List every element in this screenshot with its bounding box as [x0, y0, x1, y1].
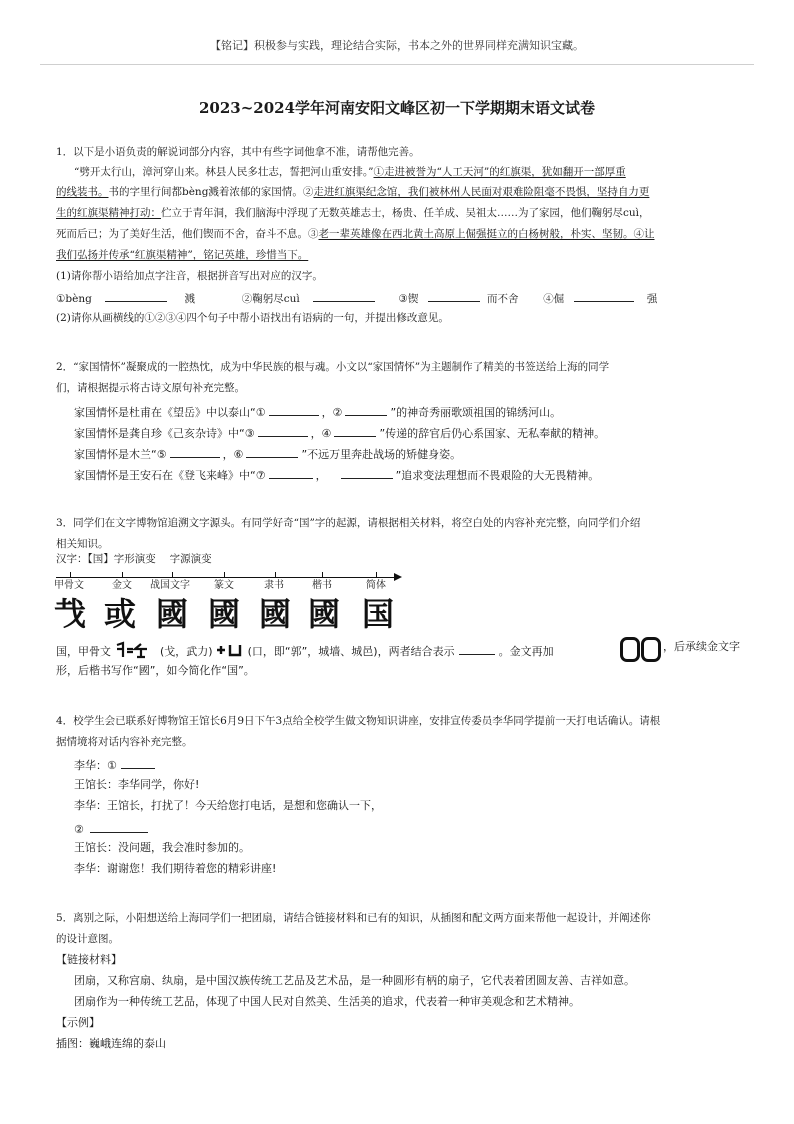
q3-p1c: (口，即“郭”，城墙、城邑)，两者结合表示 [247, 645, 455, 658]
script-bronze: 金文 [112, 580, 132, 591]
answer-blank-q2-7[interactable] [269, 468, 313, 479]
q5-material-1: 团扇，又称宫扇、纨扇，是中国汉族传统工艺品及艺术品，是一种圆形有柄的扇子，它代表着团圆友善、吉祥如意。 [74, 974, 635, 987]
q3-stem-line-2: 相关知识。 [56, 538, 109, 550]
q2-l3-b: ，⑥ [222, 448, 244, 461]
q2-l1-c: ”的神奇秀丽歌颂祖国的锦绣河山。 [390, 406, 562, 419]
glyph-seal: 國 [208, 595, 241, 633]
q2-l4-a: 家国情怀是王安石在《登飞来峰》中“⑦ [74, 469, 266, 482]
q1-sentence-1: ①走进被誉为“人工天河”的红旗渠，犹如翻开一部厚重 [373, 166, 626, 178]
timeline-axis [56, 577, 398, 578]
timeline-tick [224, 572, 225, 578]
q2-line-3 [74, 447, 461, 462]
timeline-tick [172, 572, 173, 578]
timeline-tick [122, 572, 123, 578]
script-seal: 篆文 [214, 580, 234, 591]
item-beng: ①bèng [56, 293, 92, 305]
answer-blank-q4-1[interactable] [121, 758, 155, 769]
glyph-clerical: 國 [259, 595, 292, 633]
q2-l4-c: ”追求变法理想而不畏艰险的大无畏精神。 [395, 469, 600, 482]
glyph-regular: 國 [308, 595, 341, 633]
header-divider [40, 64, 754, 65]
q2-l3-c: ”不远万里奔赴战场的矫健身姿。 [301, 448, 462, 461]
oracle-dagger-axe-icon [115, 641, 157, 659]
answer-blank-q2-8[interactable] [341, 468, 393, 479]
script-clerical: 隶书 [264, 580, 284, 591]
header-note: 【铭记】积极参与实践，理论结合实际，书本之外的世界同样充满知识宝藏。 [210, 39, 584, 52]
script-regular: 楷书 [312, 580, 332, 591]
q4-dialogue-1 [74, 758, 155, 773]
answer-blank-q2-2[interactable] [345, 405, 387, 416]
answer-blank-q2-3[interactable] [258, 426, 308, 437]
q4-dialogue-5: 王馆长：没问题，我会准时参加的。 [74, 841, 250, 854]
item-qiang: 强 [646, 293, 658, 305]
answer-blank-q3[interactable] [459, 644, 495, 655]
q3-tabs: 汉字：【国】字形演变 字源演变 [56, 553, 212, 565]
q1-sentence-2-cont: 生的红旗渠精神打动： [56, 207, 161, 219]
item-jian: 溅 [184, 293, 196, 305]
q3-p1e: ，后承续金文字 [663, 640, 740, 653]
q4-dialogue-4 [74, 822, 148, 837]
q1-text-3: 伫立于青年洞，我们脑海中浮现了无数英雄志士，杨贵、任羊成、吴祖太……为了家园，他们鞠躬尽cuì， [161, 207, 650, 219]
q2-l1-a: 家国情怀是杜甫在《望岳》中以泰山“① [74, 406, 266, 419]
q4-dialogue-2: 王馆长：李华同学，你好! [74, 778, 200, 791]
q1-items [56, 291, 657, 305]
item-ershebushe: 而不舍 [487, 293, 519, 305]
answer-blank-q4-2[interactable] [90, 822, 148, 833]
q3-para-line-1 [56, 641, 554, 659]
q5-link-label: 【链接材料】 [56, 953, 122, 966]
answer-blank-2[interactable] [313, 291, 375, 302]
q2-stem-line-2: 们，请根据提示将古诗文原句补充完整。 [56, 382, 245, 394]
glyph-simplified: 国 [362, 595, 395, 633]
q1-passage-line-1 [74, 166, 626, 178]
q1-quote: “劈开太行山，漳河穿山来。林县人民多壮志，誓把河山重安排。” [74, 166, 374, 178]
q3-p1a: 国，甲骨文 [56, 645, 111, 658]
q3-p1d: 。金文再加 [498, 645, 554, 658]
q3-p1b: (戈，武力) [160, 645, 213, 658]
q1-text-4: 死而后已；为了美好生活，他们锲而不舍，奋斗不息。③ [56, 228, 319, 240]
script-warring-states: 战国文字 [150, 580, 190, 591]
item-cui: ②鞠躬尽cuì [241, 293, 300, 305]
answer-blank-q2-5[interactable] [170, 447, 220, 458]
script-oracle: 甲骨文 [54, 580, 84, 591]
glyph-warring-states: 國 [156, 595, 189, 633]
q5-stem-line-2: 的设计意图。 [56, 933, 119, 945]
q5-stem-line-1: 5．离别之际，小阳想送给上海同学们一把团扇，请结合链接材料和已有的知识，从插图和配文两方面来帮他一起设计，并阐述你 [56, 912, 651, 924]
q2-l2-b: ，④ [310, 427, 332, 440]
q2-l2-c: ”传递的辞官后仍心系国家、无私奉献的精神。 [379, 427, 606, 440]
q5-example-label: 【示例】 [56, 1016, 100, 1029]
glyph-oracle: 𢦏 [54, 595, 87, 633]
q1-sub1: (1)请你帮小语给加点字注音，根据拼音写出对应的汉字。 [56, 270, 323, 282]
q2-line-2 [74, 426, 605, 441]
script-simplified: 简体 [366, 580, 386, 591]
exam-title: 2023~2024学年河南安阳文峰区初一下学期期末语文试卷 [198, 99, 596, 117]
q4-dialogue-3: 李华：王馆长，打扰了！今天给您打电话，是想和您确认一下， [74, 799, 382, 812]
item-qie: ③锲 [398, 293, 419, 305]
answer-blank-q2-6[interactable] [246, 447, 298, 458]
q4-stem-line-1: 4．校学生会已联系好博物馆王馆长6月9日下午3点给全校学生做文物知识讲座，安排宣传委员李华同学提前一天打电话确认。请根 [56, 715, 661, 727]
glyph-bronze: 或 [104, 595, 137, 633]
timeline-arrow-icon [394, 573, 402, 581]
q4-d4: ② [74, 823, 84, 836]
timeline-tick [275, 572, 276, 578]
q1-passage-line-4 [56, 228, 655, 240]
q1-text-2: 书的字里行间都bèng溅着浓郁的家国情。② [108, 186, 314, 198]
item-jue: ④倔 [543, 293, 565, 305]
q1-sub2: (2)请你从画横线的①②③④四个句子中帮小语找出有语病的一句，并提出修改意见。 [56, 312, 449, 324]
q1-passage-line-2 [56, 186, 649, 198]
q2-l1-b: ，② [321, 406, 343, 419]
q1-sentence-1-cont: 的线装书。 [56, 186, 109, 198]
answer-blank-3[interactable] [428, 291, 480, 302]
answer-blank-q2-4[interactable] [334, 426, 376, 437]
q3-stem-line-1: 3．同学们在文字博物馆追溯文字源头。有同学好奇“国”字的起源，请根据相关材料，将空白处的内容补充完整，向同学们介绍 [56, 517, 641, 529]
q2-l4-b: ， [315, 469, 327, 482]
q1-sentence-4: 我们弘扬并传承“红旗渠精神”，铭记英雄，珍惜当下。 [56, 249, 309, 261]
q5-material-2: 团扇作为一种传统工艺品，体现了中国人民对自然美、生活美的追求，代表着一种审美观念和艺术精神。 [74, 995, 580, 1008]
q5-illustration: 插图：巍峨连绵的泰山 [56, 1037, 166, 1050]
q2-stem-line-1: 2．“家国情怀”凝聚成的一腔热忱，成为中华民族的根与魂。小文以“家国情怀”为主题制作了精美的书签送给上海的同学 [56, 361, 610, 373]
answer-blank-1[interactable] [105, 291, 167, 302]
q1-passage-line-3 [56, 207, 650, 219]
q1-sentence-3: 老一辈英雄像在西北黄土高原上倔强挺立的白杨树般，朴实、坚韧。④让 [318, 228, 655, 240]
timeline-tick [70, 572, 71, 578]
q1-sentence-2: 走进红旗渠纪念馆，我们被林州人民面对艰难险阻毫不畏惧，坚持自力更 [313, 186, 650, 198]
q2-line-1 [74, 405, 561, 420]
oracle-mouth-icon [216, 642, 244, 658]
timeline-tick [322, 572, 323, 578]
timeline-tick [376, 572, 377, 578]
q4-dialogue-6: 李华：谢谢您！我们期待着您的精彩讲座! [74, 862, 277, 875]
q2-line-4 [74, 468, 599, 483]
answer-blank-4[interactable] [574, 291, 634, 302]
q2-l3-a: 家国情怀是木兰“⑤ [74, 448, 167, 461]
answer-blank-q2-1[interactable] [269, 405, 319, 416]
q4-d1: 李华：① [74, 759, 117, 772]
q4-stem-line-2: 据情境将对话内容补充完整。 [56, 736, 193, 748]
bronze-enclosure-icon [620, 637, 662, 665]
q1-stem: 1．以下是小语负责的解说词部分内容，其中有些字词他拿不准，请帮他完善。 [56, 146, 420, 158]
q2-l2-a: 家国情怀是龚自珍《己亥杂诗》中“③ [74, 427, 255, 440]
q3-para-line-2: 形，后楷书写作“國”，如今简化作“国”。 [56, 664, 255, 677]
